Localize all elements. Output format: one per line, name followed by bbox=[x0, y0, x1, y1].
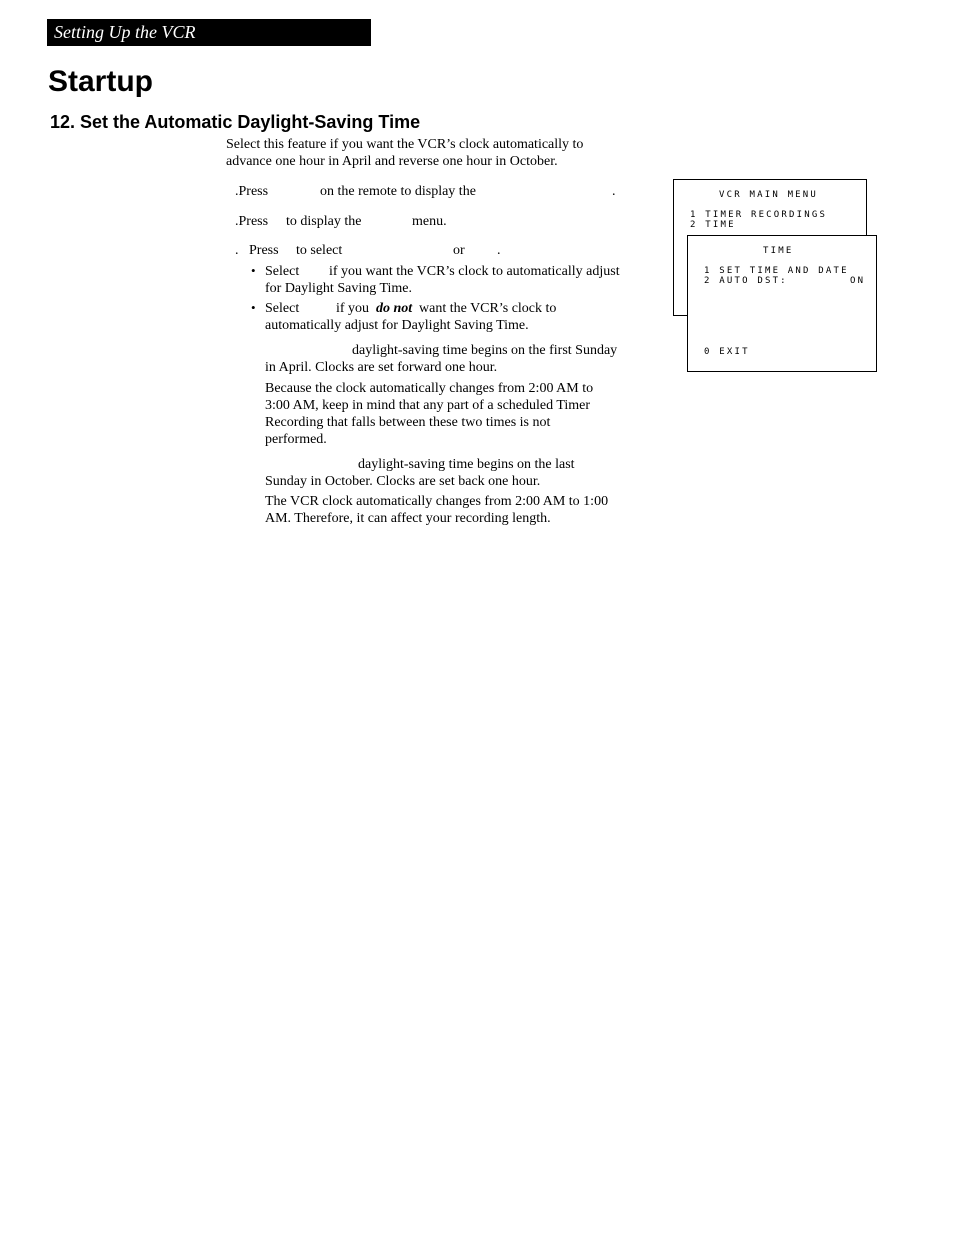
step-3-press: Press bbox=[249, 243, 279, 258]
note-spring-detail-line-1: Because the clock automatically changes from 2:00 AM to bbox=[265, 381, 594, 396]
intro-line-2: advance one hour in April and reverse one hour in October. bbox=[226, 154, 558, 169]
note-spring-line-2: in April. Clocks are set forward one hour. bbox=[265, 360, 498, 375]
note-spring-line-1: daylight-saving time begins on the first Sunday bbox=[352, 343, 618, 358]
vcr-main-menu-item-time: 2 TIME bbox=[690, 220, 736, 230]
note-spring-detail-line-3: Recording that falls between these two times is not bbox=[265, 415, 551, 430]
step-2-text: to display the bbox=[286, 214, 362, 229]
step-3-text: to select bbox=[296, 243, 343, 258]
bullet-2-line-1-rest: want the VCR’s clock to bbox=[419, 301, 557, 316]
vcr-main-menu-title: VCR MAIN MENU bbox=[719, 190, 819, 200]
step-1-text: on the remote to display the bbox=[320, 184, 476, 199]
time-menu-item-set-time: 1 SET TIME AND DATE bbox=[704, 266, 849, 276]
step-2-end: menu. bbox=[412, 214, 447, 229]
step-1-press: .Press bbox=[235, 184, 269, 199]
step-2-press: .Press bbox=[235, 214, 269, 229]
section-header-label: Setting Up the VCR bbox=[54, 22, 196, 42]
note-fall-line-1: daylight-saving time begins on the last bbox=[358, 457, 575, 472]
step-3-dot: . bbox=[235, 243, 239, 258]
section-header-bar bbox=[47, 19, 371, 46]
intro-line-1: Select this feature if you want the VCR’s clock automatically to bbox=[226, 137, 584, 152]
auto-dst-value: ON bbox=[850, 276, 866, 286]
time-menu-title: TIME bbox=[763, 246, 794, 256]
bullet-1-line-1: if you want the VCR’s clock to automatically adjust bbox=[329, 264, 620, 279]
time-menu-exit: 0 EXIT bbox=[704, 347, 750, 357]
note-fall-detail-line-2: AM. Therefore, it can affect your recording length. bbox=[265, 511, 551, 526]
bullet-dot: • bbox=[251, 300, 256, 315]
note-spring-detail-line-2: 3:00 AM, keep in mind that any part of a scheduled Timer bbox=[265, 398, 591, 413]
bullet-2-do-not: do not bbox=[376, 301, 413, 316]
bullet-2-line-2: automatically adjust for Daylight Saving Time. bbox=[265, 318, 529, 333]
note-fall-line-2: Sunday in October. Clocks are set back one hour. bbox=[265, 474, 541, 489]
bullet-2-if-you: if you bbox=[336, 301, 370, 316]
note-spring-detail-line-4: performed. bbox=[265, 432, 327, 447]
step-3-end: . bbox=[497, 243, 501, 258]
bullet-1-select: Select bbox=[265, 264, 300, 279]
page-title: Startup bbox=[48, 65, 153, 98]
section-heading: 12. Set the Automatic Daylight-Saving Time bbox=[50, 112, 421, 132]
step-3-or: or bbox=[453, 243, 465, 258]
bullet-1-line-2: for Daylight Saving Time. bbox=[265, 281, 413, 296]
bullet-2-select: Select bbox=[265, 301, 300, 316]
vcr-main-menu-item-timer: 1 TIMER RECORDINGS bbox=[690, 210, 828, 220]
bullet-dot: • bbox=[251, 263, 256, 278]
time-menu-screen bbox=[687, 235, 877, 372]
step-1-end: . bbox=[612, 184, 616, 199]
time-menu-item-auto-dst: 2 AUTO DST: bbox=[704, 276, 788, 286]
note-fall-detail-line-1: The VCR clock automatically changes from 2:00 AM to 1:00 bbox=[265, 494, 609, 509]
